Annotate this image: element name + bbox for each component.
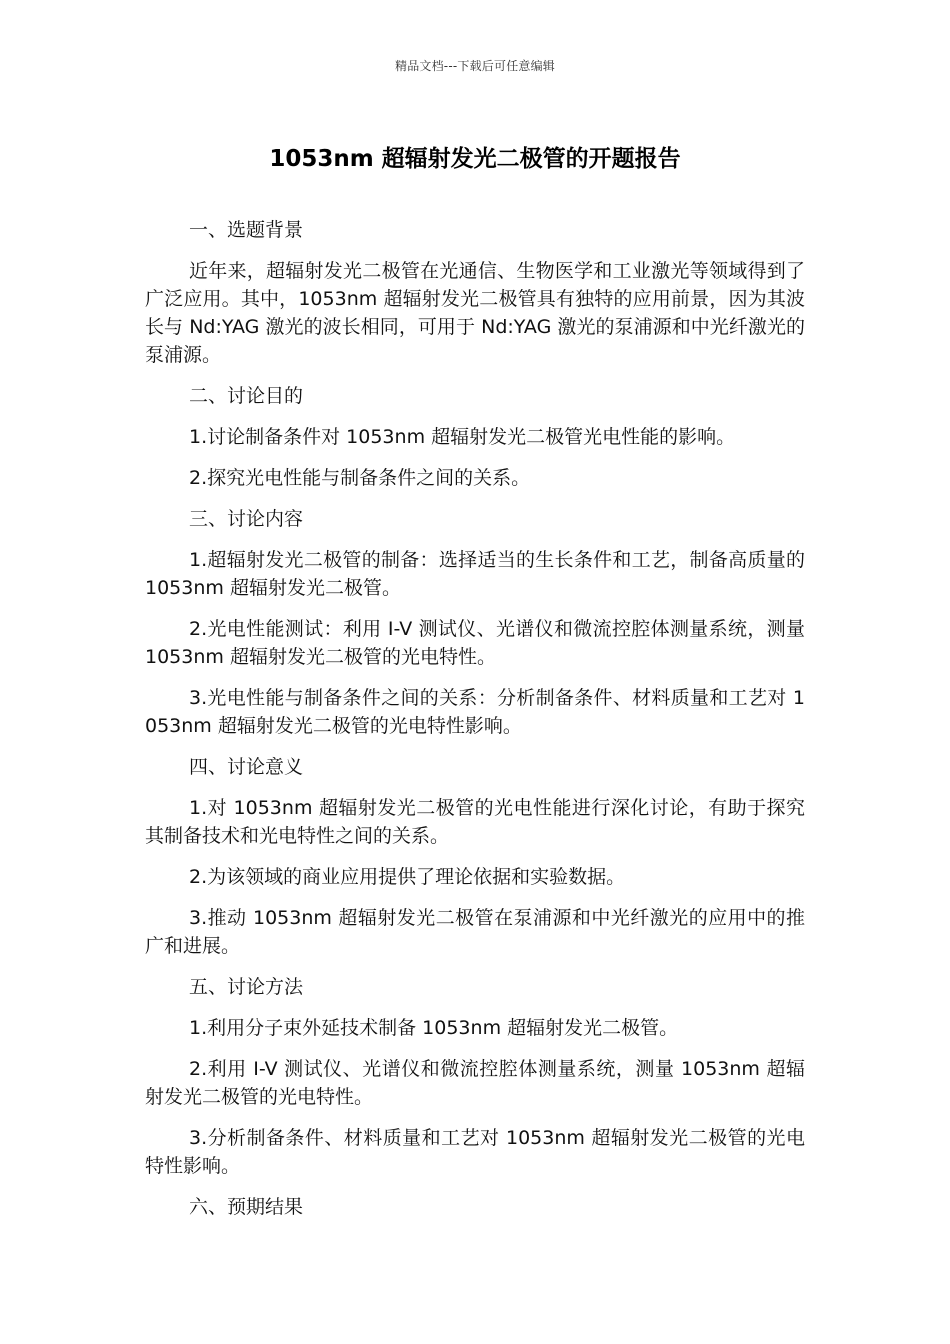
paragraph-content-1: 1.超辐射发光二极管的制备：选择适当的生长条件和工艺，制备高质量的 1053nm 超辐射发光二极管。 [145,549,805,599]
section-heading-purpose: 二、讨论目的 [189,385,304,407]
paragraph-method-3: 3.分析制备条件、材料质量和工艺对 1053nm 超辐射发光二极管的光电特性影响。 [145,1127,805,1177]
section-heading-background: 一、选题背景 [189,219,304,241]
document-title: 1053nm 超辐射发光二极管的开题报告 [269,146,681,172]
document-body [145,216,805,1234]
section-heading-method: 五、讨论方法 [189,976,304,998]
paragraph-purpose-1: 1.讨论制备条件对 1053nm 超辐射发光二极管光电性能的影响。 [189,426,736,448]
paragraph-method-1: 1.利用分子束外延技术制备 1053nm 超辐射发光二极管。 [189,1017,679,1039]
paragraph-background: 近年来，超辐射发光二极管在光通信、生物医学和工业激光等领域得到了广泛应用。其中，1053nm 超辐射发光二极管具有独特的应用前景，因为其波长与 Nd:YAG 激光的波长相同，可用于 Nd:YAG 激光的泵浦源和中光纤激光的泵浦源。 [145,260,805,366]
paragraph-purpose-2: 2.探究光电性能与制备条件之间的关系。 [189,467,531,489]
paragraph-content-2: 2.光电性能测试：利用 I-V 测试仪、光谱仪和微流控腔体测量系统，测量 1053nm 超辐射发光二极管的光电特性。 [145,618,805,668]
section-heading-significance: 四、讨论意义 [189,756,304,778]
section-heading-content: 三、讨论内容 [189,508,304,530]
section-heading-expected-results: 六、预期结果 [189,1196,304,1218]
paragraph-significance-1: 1.对 1053nm 超辐射发光二极管的光电性能进行深化讨论，有助于探究其制备技术和光电特性之间的关系。 [145,797,805,847]
paragraph-method-2: 2.利用 I-V 测试仪、光谱仪和微流控腔体测量系统，测量 1053nm 超辐射发光二极管的光电特性。 [145,1058,805,1108]
paragraph-significance-2: 2.为该领域的商业应用提供了理论依据和实验数据。 [189,866,626,888]
paragraph-significance-3: 3.推动 1053nm 超辐射发光二极管在泵浦源和中光纤激光的应用中的推广和进展。 [145,907,805,957]
page-header-note: 精品文档---下载后可任意编辑 [395,59,555,73]
paragraph-content-3: 3.光电性能与制备条件之间的关系：分析制备条件、材料质量和工艺对 1053nm 超辐射发光二极管的光电特性影响。 [145,687,805,737]
